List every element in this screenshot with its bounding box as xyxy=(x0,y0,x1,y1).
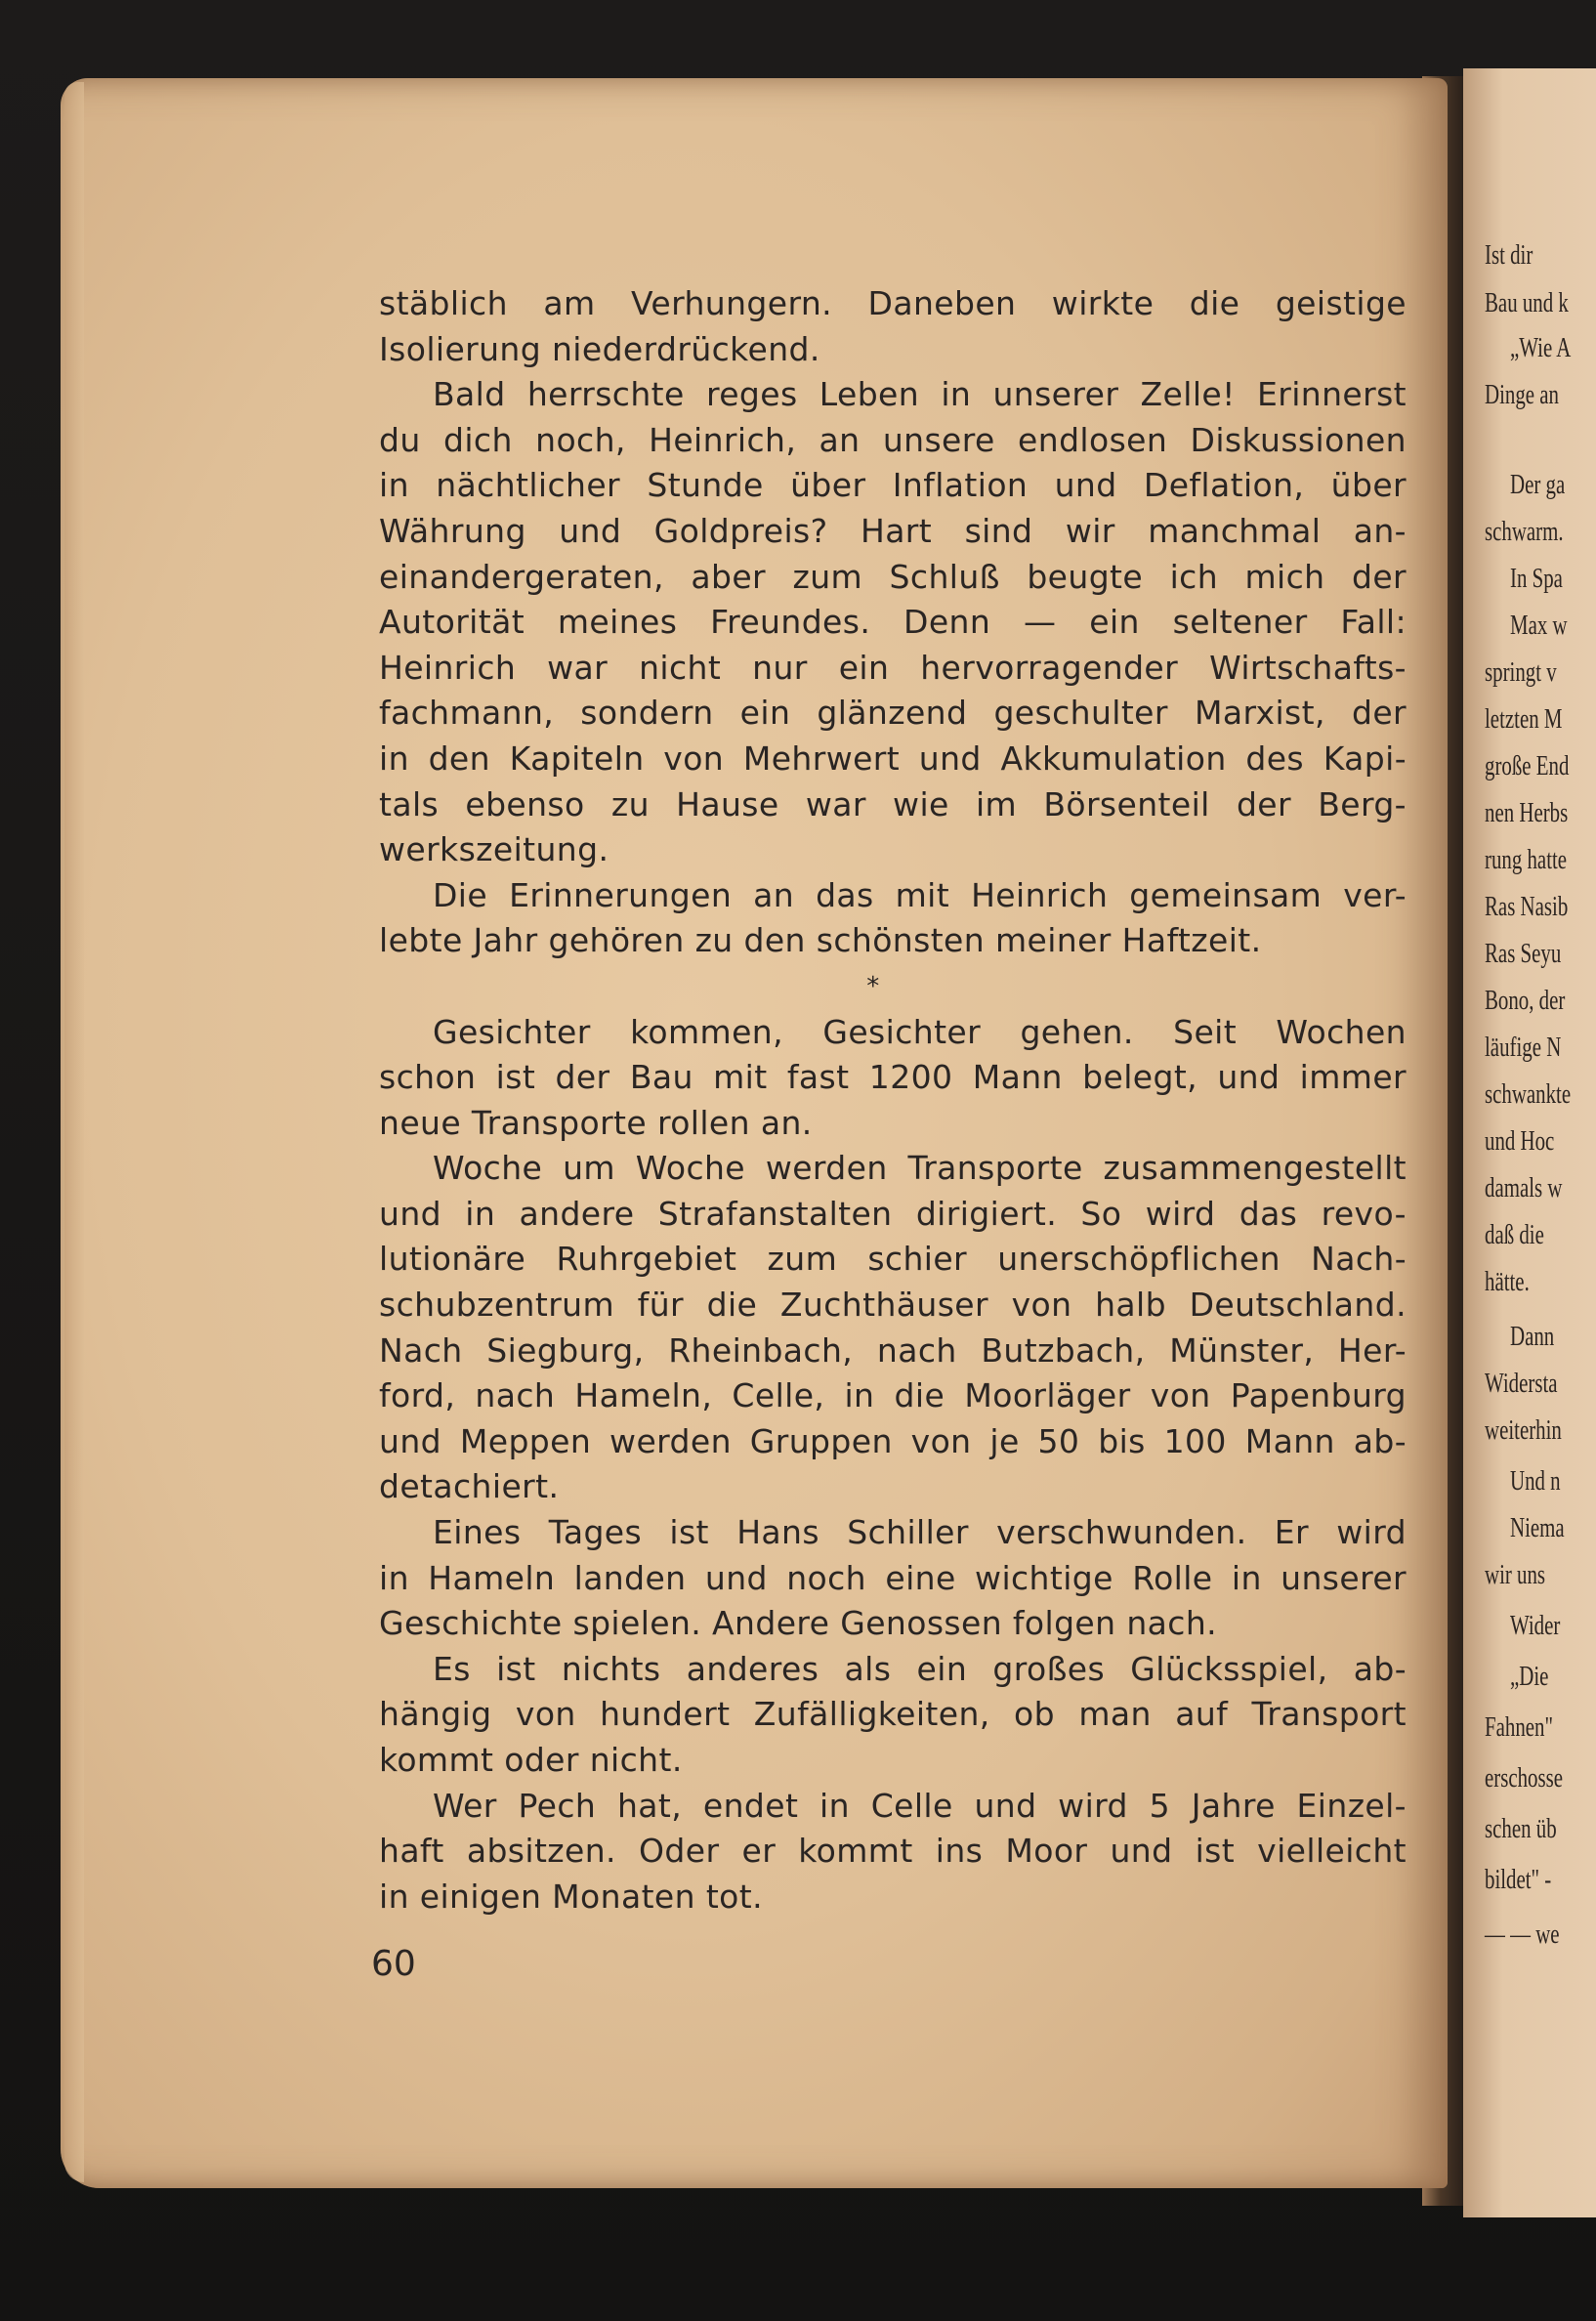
right-page-line: hätte. xyxy=(1485,1266,1530,1297)
text-line: tals ebenso zu Hause war wie im Börsenteil der Berg- xyxy=(379,784,1407,823)
text-line: Gesichter kommen, Gesichter gehen. Seit Wochen xyxy=(433,1012,1407,1051)
right-page-line: Wider xyxy=(1510,1610,1561,1641)
right-page-line: Dann xyxy=(1510,1321,1555,1352)
text-line: Geschichte spielen. Andere Genossen folgen nach. xyxy=(379,1604,1218,1643)
text-line: Wer Pech hat, endet in Celle und wird 5 Jahre Einzel- xyxy=(433,1786,1407,1825)
section-separator: * xyxy=(866,971,880,1001)
text-line: lebte Jahr gehören zu den schönsten meiner Haftzeit. xyxy=(379,921,1262,960)
right-page-line: und Hoc xyxy=(1485,1125,1555,1157)
right-page-line: daß die xyxy=(1485,1219,1544,1250)
right-page-line: nen Herbs xyxy=(1485,797,1569,828)
right-page-line: — — we xyxy=(1485,1919,1560,1950)
right-page-line: schwarm. xyxy=(1485,516,1564,547)
left-page-text xyxy=(379,281,1407,1920)
right-page-line: erschosse xyxy=(1485,1762,1564,1794)
text-line: lutionäre Ruhrgebiet zum schier unerschöpflichen Nach- xyxy=(379,1240,1407,1279)
right-page-line: läufige N xyxy=(1485,1032,1562,1063)
text-line: Autorität meines Freundes. Denn — ein seltener Fall: xyxy=(379,603,1407,642)
right-page-line: große End xyxy=(1485,750,1570,781)
right-page-line: „Die xyxy=(1510,1661,1549,1692)
right-page-line: Fahnen" xyxy=(1485,1711,1553,1743)
text-line: in einigen Monaten tot. xyxy=(379,1877,763,1916)
right-page-line: weiterhin xyxy=(1485,1414,1562,1446)
right-page-line: Widersta xyxy=(1485,1368,1558,1399)
page-number: 60 xyxy=(371,1944,416,1984)
text-line: Die Erinnerungen an das mit Heinrich gemeinsam ver- xyxy=(433,875,1407,914)
right-page-line: schwankte xyxy=(1485,1078,1572,1110)
right-page-line: In Spa xyxy=(1510,563,1563,594)
right-page-line: bildet" - xyxy=(1485,1864,1552,1895)
text-line: fachmann, sondern ein glänzend geschulter Marxist, der xyxy=(379,694,1407,733)
text-line: Währung und Goldpreis? Hart sind wir manchmal an- xyxy=(379,511,1407,550)
text-line: kommt oder nicht. xyxy=(379,1741,683,1779)
text-line: Eines Tages ist Hans Schiller verschwunden. Er wird xyxy=(433,1513,1407,1552)
text-line: einandergeraten, aber zum Schluß beugte ich mich der xyxy=(379,557,1407,596)
right-page-line: Der ga xyxy=(1510,469,1566,500)
text-line: in Hameln landen und noch eine wichtige Rolle in unserer xyxy=(379,1558,1407,1597)
right-page-line: „Wie A xyxy=(1510,332,1572,363)
text-line: neue Transporte rollen an. xyxy=(379,1103,813,1142)
text-line: Bald herrschte reges Leben in unserer Zelle! Erinnerst xyxy=(433,375,1407,414)
right-page-line: springt v xyxy=(1485,656,1557,688)
right-page-line: Bono, der xyxy=(1485,985,1566,1016)
text-line: Woche um Woche werden Transporte zusammengestellt xyxy=(433,1149,1407,1188)
text-line: ford, nach Hameln, Celle, in die Moorläger von Papenburg xyxy=(379,1376,1407,1415)
right-page-line: Dinge an xyxy=(1485,379,1559,410)
right-page-line: Max w xyxy=(1510,610,1568,641)
text-line: und in andere Strafanstalten dirigiert. So wird das revo- xyxy=(379,1194,1407,1233)
text-line: Heinrich war nicht nur ein hervorragender Wirtschafts- xyxy=(379,648,1407,687)
text-line: du dich noch, Heinrich, an unsere endlosen Diskussionen xyxy=(379,420,1407,459)
right-page-line: Ras Seyu xyxy=(1485,938,1562,969)
right-page-line: wir uns xyxy=(1485,1559,1546,1590)
right-page-line: rung hatte xyxy=(1485,844,1568,875)
right-page-line: schen üb xyxy=(1485,1813,1557,1844)
right-page-fragment xyxy=(1463,68,1596,2217)
right-page-line: Bau und k xyxy=(1485,287,1569,318)
page-edge xyxy=(64,82,84,2182)
right-page-line: letzten M xyxy=(1485,703,1563,735)
text-line: Nach Siegburg, Rheinbach, nach Butzbach, Münster, Her- xyxy=(379,1330,1407,1370)
text-line: schubzentrum für die Zuchthäuser von halb Deutschland. xyxy=(379,1286,1407,1325)
text-line: Es ist nichts anderes als ein großes Glücksspiel, ab- xyxy=(433,1649,1407,1688)
text-line: Isolierung niederdrückend. xyxy=(379,329,820,368)
right-page-line: Ras Nasib xyxy=(1485,891,1569,922)
text-line: detachiert. xyxy=(379,1467,560,1506)
right-page-line: Niema xyxy=(1510,1512,1565,1543)
text-line: schon ist der Bau mit fast 1200 Mann belegt, und immer xyxy=(379,1058,1407,1097)
text-line: und Meppen werden Gruppen von je 50 bis 100 Mann ab- xyxy=(379,1421,1407,1460)
text-line: in den Kapiteln von Mehrwert und Akkumulation des Kapi- xyxy=(379,738,1407,778)
right-page-line: Ist dir xyxy=(1485,239,1533,271)
text-line: werkszeitung. xyxy=(379,830,609,869)
text-line: haft absitzen. Oder er kommt ins Moor und ist vielleicht xyxy=(379,1832,1407,1871)
right-page-line: Und n xyxy=(1510,1465,1561,1497)
text-line: in nächtlicher Stunde über Inflation und Deflation, über xyxy=(379,466,1407,505)
text-line: hängig von hundert Zufälligkeiten, ob man auf Transport xyxy=(379,1695,1407,1734)
text-line: stäblich am Verhungern. Daneben wirkte die geistige xyxy=(379,284,1407,322)
right-page-line: damals w xyxy=(1485,1172,1563,1203)
